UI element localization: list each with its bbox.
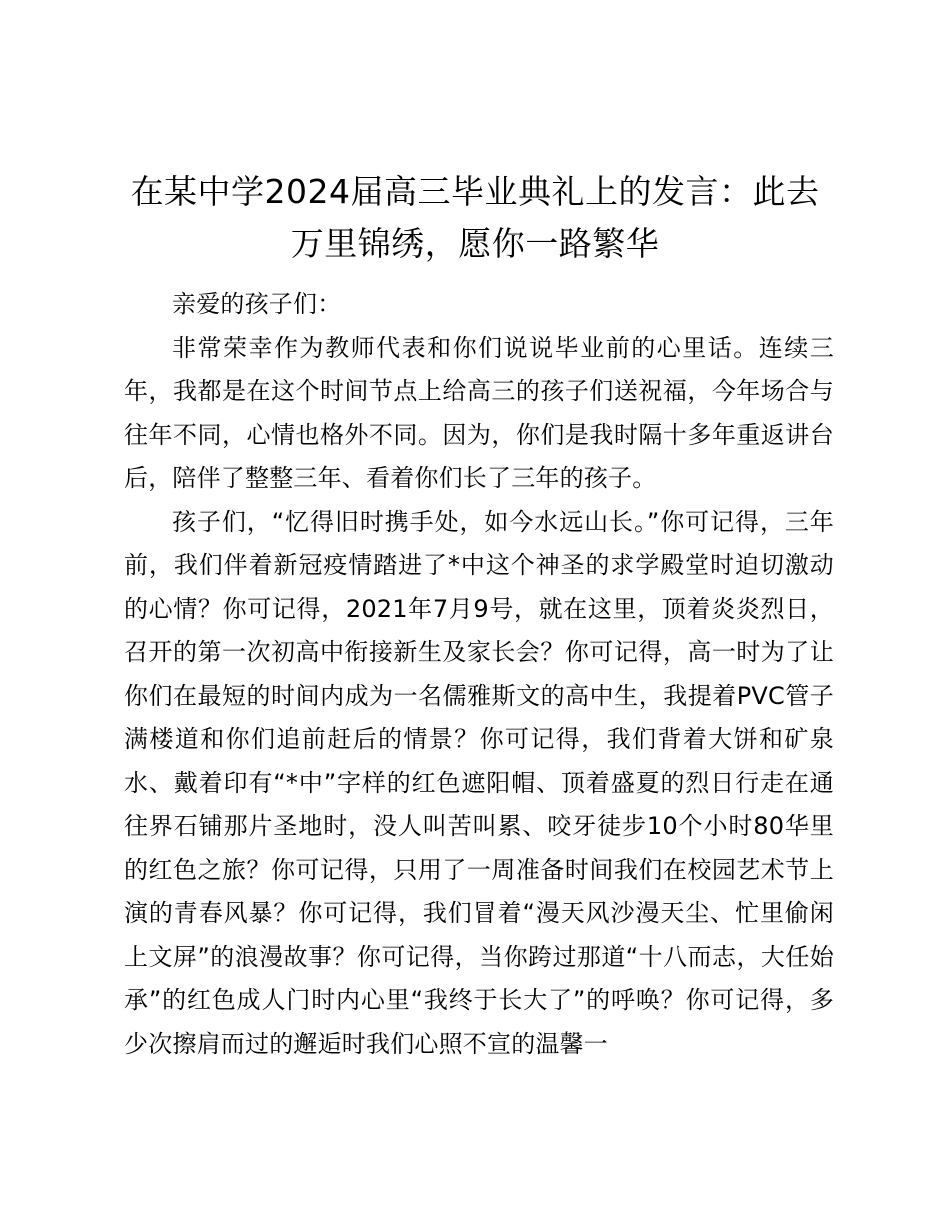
salutation-paragraph: 亲爱的孩子们： <box>172 290 342 318</box>
document-title: 在某中学2024届高三毕业典礼上的发言：此去万里锦绣，愿你一路繁华 <box>130 172 820 263</box>
document-body <box>124 283 834 1066</box>
body-paragraph: 孩子们，“忆得旧时携手处，如今水远山长。”你可记得，三年前，我们伴着新冠疫情踏进了*中这个神圣的求学殿堂时迫切激动的心情？你可记得，2021年7月9号，就在这里，顶着炎炎烈日，召开的第一次初高中衔接新生及家长会？你可记得，高一时为了让你们在最短的时间内成为一名儒雅斯文的高中生，我提着PVC管子满楼道和你们追前赶后的情景？你可记得，我们背着大饼和矿泉水、戴着印有“*中”字样的红色遮阳帽、顶着盛夏的烈日行走在通往界石铺那片圣地时，没人叫苦叫累、咬牙徒步10个小时80华里的红色之旅？你可记得，只用了一周准备时间我们在校园艺术节上演的青春风暴？你可记得，我们冒着“漫天风沙漫天尘、忙里偷闲上文屏”的浪漫故事？你可记得，当你跨过那道“十八而志，大任始承”的红色成人门时内心里“我终于长大了”的呼唤？你可记得，多少次擦肩而过的邂逅时我们心照不宣的温馨一 <box>124 507 834 1058</box>
body-paragraph: 非常荣幸作为教师代表和你们说说毕业前的心里话。连续三年，我都是在这个时间节点上给高三的孩子们送祝福，今年场合与往年不同，心情也格外不同。因为，你们是我时隔十多年重返讲台后，陪伴了整整三年、看着你们长了三年的孩子。 <box>124 333 834 492</box>
